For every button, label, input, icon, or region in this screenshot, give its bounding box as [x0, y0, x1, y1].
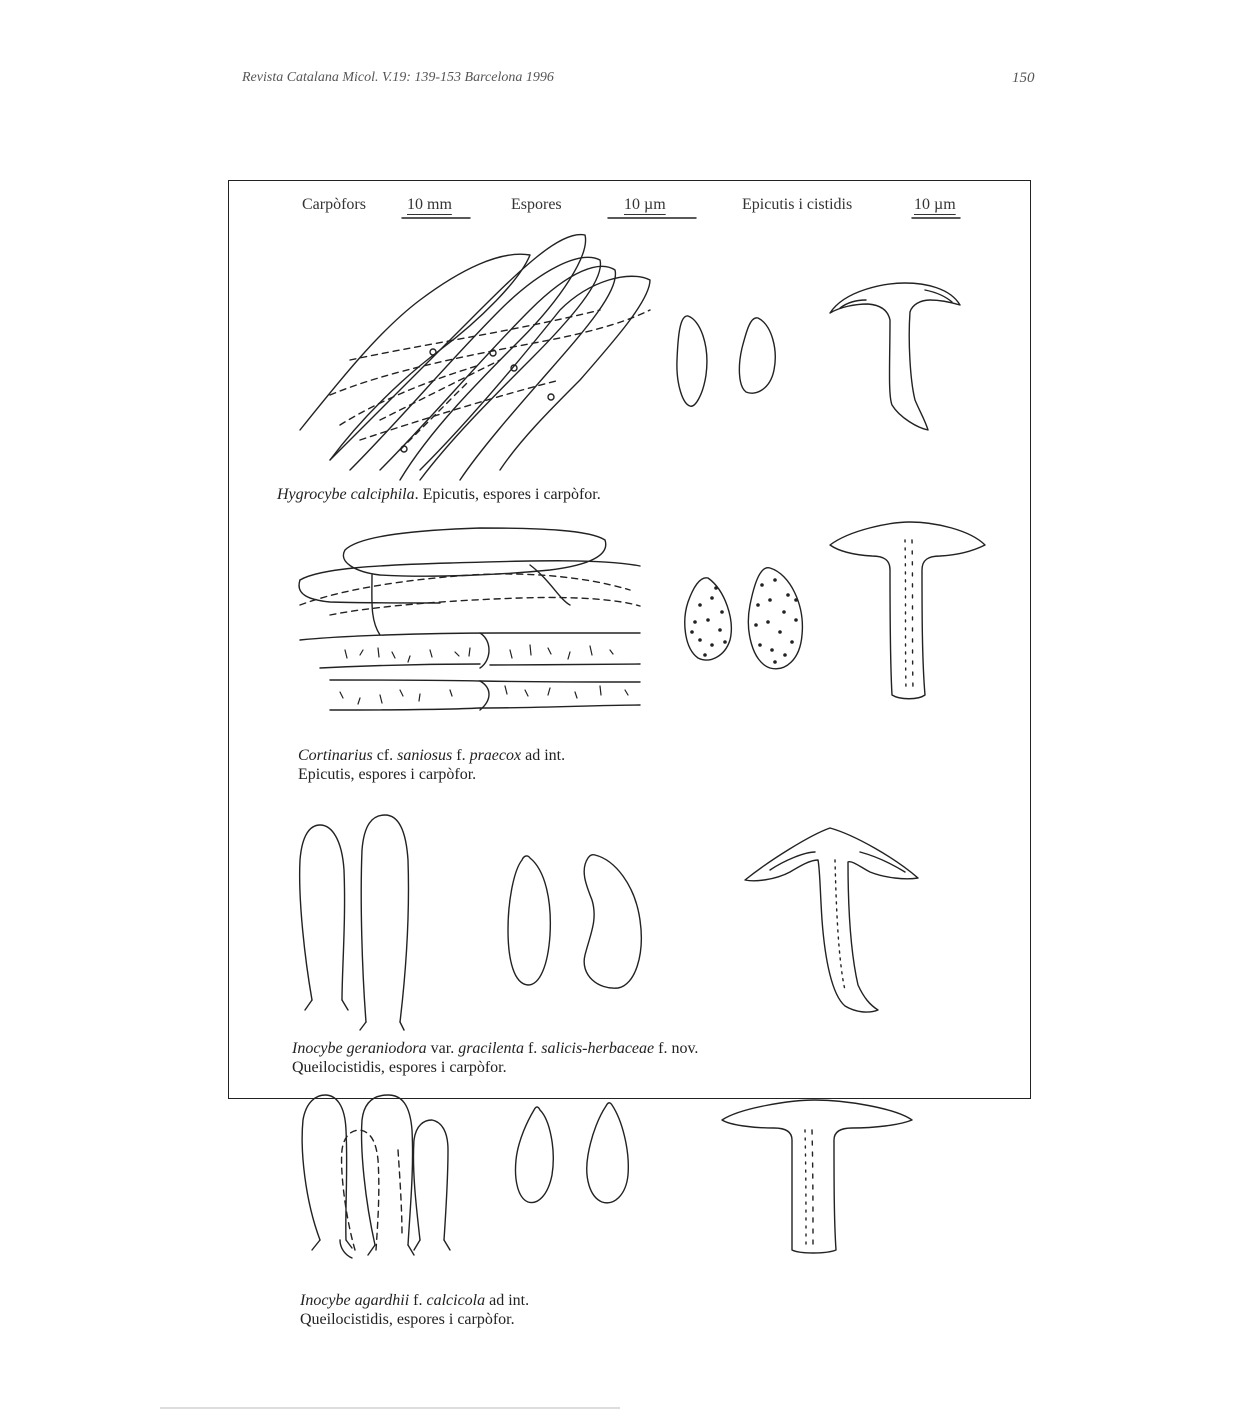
hygrocybe-carpophore-drawing [830, 283, 960, 430]
cortinarius-epicutis-drawing [299, 528, 640, 710]
espores-label: Espores [511, 196, 562, 213]
epicutis-scale: 10 µm [914, 196, 956, 213]
running-head: Revista Catalana Micol. V.19: 139-153 Barcelona 1996 [242, 70, 554, 85]
inocybe-geraniodora-spores-drawing [508, 855, 641, 989]
caption-cortinarius [298, 746, 565, 784]
caption-inocybe-agardhii-line2: Queilocistidis, espores i carpòfor. [300, 1311, 515, 1328]
caption-cortinarius-f: f. [452, 747, 470, 764]
caption-inocybe-geraniodora [292, 1039, 698, 1077]
caption-hygrocybe-description: . Epicutis, espores i carpòfor. [414, 486, 601, 503]
caption-inocybe-geraniodora-f: f. [523, 1040, 542, 1057]
caption-hygrocybe-species: Hygrocybe calciphila [277, 486, 415, 503]
caption-hygrocybe [277, 485, 601, 504]
hygrocybe-epicutis-drawing [300, 235, 650, 480]
espores-scale: 10 µm [624, 196, 666, 213]
inocybe-agardhii-spores-drawing [516, 1103, 629, 1203]
carpofors-label: Carpòfors [302, 196, 366, 213]
caption-inocybe-geraniodora-species: Inocybe geraniodora [292, 1040, 427, 1057]
caption-cortinarius-species: Cortinarius [298, 747, 373, 764]
caption-inocybe-geraniodora-line1 [292, 1039, 698, 1058]
cortinarius-spores-drawing [685, 568, 803, 669]
caption-inocybe-geraniodora-form: salicis-herbaceae [541, 1040, 655, 1057]
caption-cortinarius-cf: cf. [372, 747, 398, 764]
inocybe-geraniodora-carpophore-drawing [745, 828, 918, 1012]
caption-inocybe-geraniodora-fnov: f. nov. [654, 1040, 699, 1057]
inocybe-geraniodora-cheilocystidia-drawing [300, 815, 409, 1030]
cortinarius-carpophore-drawing [830, 522, 985, 699]
caption-inocybe-agardhii-species: Inocybe agardhii [300, 1292, 410, 1309]
inocybe-agardhii-carpophore-drawing [722, 1100, 912, 1253]
caption-cortinarius-epithet: saniosus [397, 747, 453, 764]
caption-inocybe-geraniodora-var: var. [426, 1040, 459, 1057]
caption-cortinarius-line2: Epicutis, espores i carpòfor. [298, 766, 477, 783]
epicutis-label: Epicutis i cistidis [742, 196, 853, 213]
page-number: 150 [1012, 70, 1035, 86]
bottom-scan-rule [160, 1407, 620, 1409]
caption-inocybe-geraniodora-line2: Queilocistidis, espores i carpòfor. [292, 1059, 507, 1076]
hygrocybe-spores-drawing [677, 316, 775, 406]
caption-inocybe-agardhii-f: f. [409, 1292, 427, 1309]
caption-inocybe-agardhii-form: calcicola [426, 1292, 486, 1309]
carpofors-scale: 10 mm [407, 196, 452, 213]
caption-cortinarius-line1 [298, 746, 565, 765]
caption-inocybe-agardhii-ad-int: ad int. [485, 1292, 530, 1309]
inocybe-agardhii-cheilocystidia-drawing [302, 1095, 450, 1258]
caption-inocybe-geraniodora-variety: gracilenta [458, 1040, 524, 1057]
caption-cortinarius-ad-int: ad int. [521, 747, 566, 764]
caption-inocybe-agardhii [300, 1291, 529, 1329]
caption-cortinarius-form: praecox [469, 747, 522, 764]
caption-inocybe-agardhii-line1 [300, 1291, 529, 1310]
